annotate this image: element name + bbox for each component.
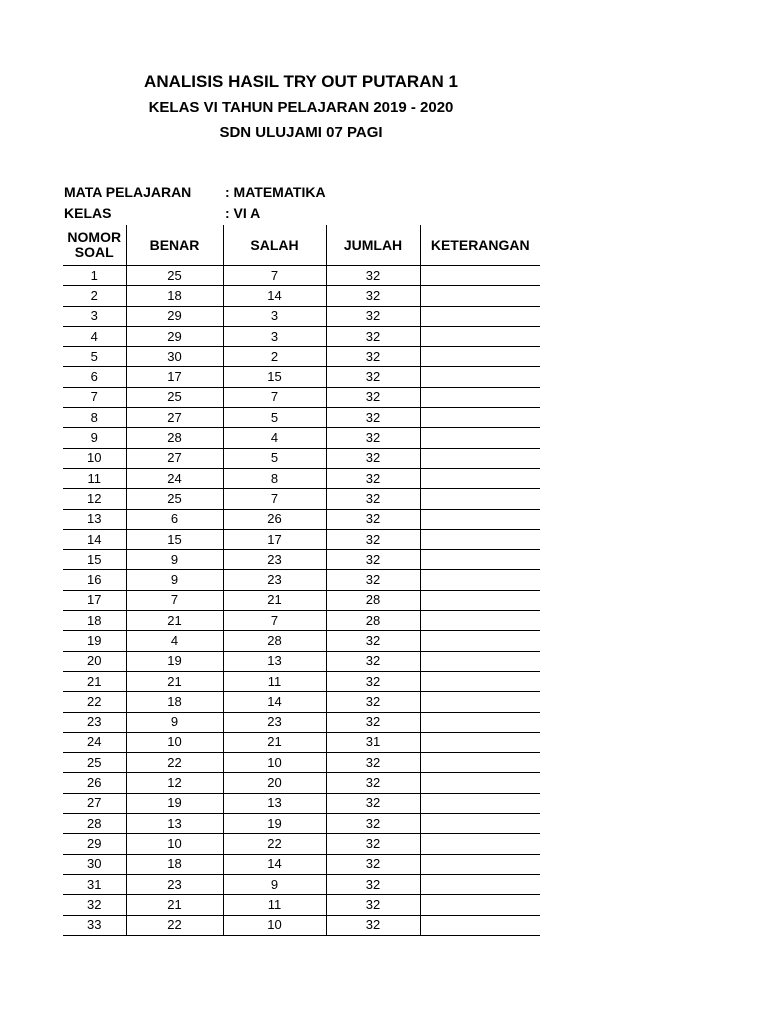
benar-cell: 10: [126, 732, 223, 752]
table-row: [63, 834, 540, 854]
keterangan-cell: [420, 814, 540, 834]
jumlah-cell: 32: [326, 529, 420, 549]
table-row: [63, 631, 540, 651]
benar-cell: 21: [126, 611, 223, 631]
document-subtitle: KELAS VI TAHUN PELAJARAN 2019 - 2020: [148, 99, 454, 116]
nomor-soal-cell: 24: [63, 732, 126, 752]
salah-cell: 7: [223, 611, 326, 631]
salah-cell: 10: [223, 753, 326, 773]
benar-cell: 13: [126, 814, 223, 834]
table-row: [63, 550, 540, 570]
nomor-soal-cell: 14: [63, 529, 126, 549]
benar-cell: 4: [126, 631, 223, 651]
keterangan-cell: [420, 915, 540, 935]
salah-cell: 3: [223, 306, 326, 326]
nomor-soal-cell: 32: [63, 895, 126, 915]
benar-cell: 18: [126, 692, 223, 712]
table-row: [63, 895, 540, 915]
keterangan-cell: [420, 793, 540, 813]
jumlah-cell: 32: [326, 915, 420, 935]
salah-cell: 23: [223, 712, 326, 732]
keterangan-cell: [420, 631, 540, 651]
table-row: [63, 428, 540, 448]
jumlah-cell: 28: [326, 590, 420, 610]
jumlah-cell: 32: [326, 367, 420, 387]
keterangan-cell: [420, 651, 540, 671]
table-row: [63, 915, 540, 935]
salah-cell: 19: [223, 814, 326, 834]
nomor-soal-cell: 31: [63, 874, 126, 894]
table-row: [63, 854, 540, 874]
table-header-row: [63, 225, 540, 266]
jumlah-cell: 32: [326, 631, 420, 651]
nomor-soal-cell: 26: [63, 773, 126, 793]
table-row: [63, 489, 540, 509]
jumlah-cell: 32: [326, 509, 420, 529]
jumlah-cell: 32: [326, 570, 420, 590]
jumlah-cell: 32: [326, 692, 420, 712]
jumlah-cell: 32: [326, 814, 420, 834]
benar-cell: 24: [126, 468, 223, 488]
jumlah-cell: 32: [326, 773, 420, 793]
keterangan-cell: [420, 874, 540, 894]
salah-cell: 20: [223, 773, 326, 793]
salah-cell: 7: [223, 387, 326, 407]
keterangan-cell: [420, 306, 540, 326]
table-row: [63, 590, 540, 610]
salah-cell: 10: [223, 915, 326, 935]
header-salah: SALAH: [223, 225, 326, 266]
jumlah-cell: 32: [326, 712, 420, 732]
nomor-soal-cell: 6: [63, 367, 126, 387]
keterangan-cell: [420, 834, 540, 854]
nomor-soal-cell: 29: [63, 834, 126, 854]
benar-cell: 25: [126, 387, 223, 407]
nomor-soal-cell: 2: [63, 286, 126, 306]
jumlah-cell: 32: [326, 793, 420, 813]
nomor-soal-cell: 30: [63, 854, 126, 874]
benar-cell: 25: [126, 489, 223, 509]
keterangan-cell: [420, 347, 540, 367]
keterangan-cell: [420, 692, 540, 712]
keterangan-cell: [420, 509, 540, 529]
benar-cell: 21: [126, 895, 223, 915]
nomor-soal-cell: 18: [63, 611, 126, 631]
salah-cell: 22: [223, 834, 326, 854]
benar-cell: 9: [126, 570, 223, 590]
benar-cell: 28: [126, 428, 223, 448]
benar-cell: 15: [126, 529, 223, 549]
nomor-soal-cell: 21: [63, 671, 126, 691]
table-row: [63, 326, 540, 346]
benar-cell: 19: [126, 793, 223, 813]
salah-cell: 11: [223, 895, 326, 915]
nomor-soal-cell: 27: [63, 793, 126, 813]
nomor-soal-cell: 9: [63, 428, 126, 448]
jumlah-cell: 32: [326, 326, 420, 346]
table-body: [63, 266, 540, 936]
subject-value: : MATEMATIKA: [225, 184, 326, 200]
nomor-soal-cell: 7: [63, 387, 126, 407]
keterangan-cell: [420, 854, 540, 874]
salah-cell: 8: [223, 468, 326, 488]
keterangan-cell: [420, 529, 540, 549]
jumlah-cell: 32: [326, 468, 420, 488]
jumlah-cell: 31: [326, 732, 420, 752]
benar-cell: 9: [126, 712, 223, 732]
nomor-soal-cell: 4: [63, 326, 126, 346]
keterangan-cell: [420, 611, 540, 631]
jumlah-cell: 32: [326, 489, 420, 509]
salah-cell: 23: [223, 550, 326, 570]
jumlah-cell: 32: [326, 651, 420, 671]
benar-cell: 18: [126, 286, 223, 306]
benar-cell: 25: [126, 266, 223, 286]
nomor-soal-cell: 33: [63, 915, 126, 935]
table-row: [63, 347, 540, 367]
jumlah-cell: 32: [326, 550, 420, 570]
salah-cell: 21: [223, 590, 326, 610]
table-row: [63, 793, 540, 813]
salah-cell: 23: [223, 570, 326, 590]
table-row: [63, 692, 540, 712]
table-row: [63, 306, 540, 326]
jumlah-cell: 32: [326, 408, 420, 428]
table-row: [63, 732, 540, 752]
nomor-soal-cell: 12: [63, 489, 126, 509]
table-row: [63, 509, 540, 529]
jumlah-cell: 32: [326, 448, 420, 468]
table-row: [63, 651, 540, 671]
class-value: : VI A: [225, 205, 261, 221]
keterangan-cell: [420, 489, 540, 509]
table-row: [63, 611, 540, 631]
table-row: [63, 468, 540, 488]
jumlah-cell: 32: [326, 306, 420, 326]
table-row: [63, 529, 540, 549]
keterangan-cell: [420, 408, 540, 428]
table-row: [63, 712, 540, 732]
nomor-soal-cell: 1: [63, 266, 126, 286]
table-row: [63, 448, 540, 468]
benar-cell: 30: [126, 347, 223, 367]
school-name: SDN ULUJAMI 07 PAGI: [219, 124, 383, 141]
keterangan-cell: [420, 448, 540, 468]
keterangan-cell: [420, 468, 540, 488]
class-label: KELAS: [64, 205, 112, 221]
jumlah-cell: 32: [326, 428, 420, 448]
salah-cell: 13: [223, 793, 326, 813]
subject-label: MATA PELAJARAN: [64, 184, 192, 200]
jumlah-cell: 32: [326, 834, 420, 854]
benar-cell: 27: [126, 448, 223, 468]
salah-cell: 5: [223, 408, 326, 428]
salah-cell: 14: [223, 692, 326, 712]
benar-cell: 22: [126, 753, 223, 773]
nomor-soal-cell: 8: [63, 408, 126, 428]
keterangan-cell: [420, 286, 540, 306]
table-row: [63, 408, 540, 428]
keterangan-cell: [420, 326, 540, 346]
benar-cell: 18: [126, 854, 223, 874]
benar-cell: 22: [126, 915, 223, 935]
salah-cell: 17: [223, 529, 326, 549]
keterangan-cell: [420, 732, 540, 752]
nomor-soal-cell: 23: [63, 712, 126, 732]
table-row: [63, 874, 540, 894]
keterangan-cell: [420, 550, 540, 570]
keterangan-cell: [420, 773, 540, 793]
jumlah-cell: 32: [326, 347, 420, 367]
jumlah-cell: 32: [326, 266, 420, 286]
keterangan-cell: [420, 753, 540, 773]
salah-cell: 7: [223, 489, 326, 509]
benar-cell: 23: [126, 874, 223, 894]
table-row: [63, 367, 540, 387]
benar-cell: 6: [126, 509, 223, 529]
keterangan-cell: [420, 590, 540, 610]
results-table: [63, 225, 540, 936]
salah-cell: 26: [223, 509, 326, 529]
nomor-soal-cell: 28: [63, 814, 126, 834]
benar-cell: 29: [126, 326, 223, 346]
benar-cell: 21: [126, 671, 223, 691]
nomor-soal-cell: 13: [63, 509, 126, 529]
header-nomor-soal: [63, 225, 126, 266]
jumlah-cell: 32: [326, 387, 420, 407]
salah-cell: 28: [223, 631, 326, 651]
keterangan-cell: [420, 428, 540, 448]
nomor-soal-cell: 20: [63, 651, 126, 671]
table-row: [63, 570, 540, 590]
table-row: [63, 753, 540, 773]
benar-cell: 29: [126, 306, 223, 326]
table-row: [63, 266, 540, 286]
salah-cell: 14: [223, 286, 326, 306]
table-row: [63, 773, 540, 793]
salah-cell: 21: [223, 732, 326, 752]
header-jumlah: JUMLAH: [326, 225, 420, 266]
jumlah-cell: 32: [326, 286, 420, 306]
nomor-soal-cell: 16: [63, 570, 126, 590]
nomor-soal-cell: 22: [63, 692, 126, 712]
header-nomor-soal-label: NOMOR SOAL: [67, 229, 122, 260]
salah-cell: 7: [223, 266, 326, 286]
nomor-soal-cell: 19: [63, 631, 126, 651]
jumlah-cell: 32: [326, 854, 420, 874]
salah-cell: 15: [223, 367, 326, 387]
benar-cell: 19: [126, 651, 223, 671]
nomor-soal-cell: 3: [63, 306, 126, 326]
table-row: [63, 387, 540, 407]
nomor-soal-cell: 25: [63, 753, 126, 773]
keterangan-cell: [420, 266, 540, 286]
jumlah-cell: 32: [326, 753, 420, 773]
salah-cell: 2: [223, 347, 326, 367]
table-row: [63, 671, 540, 691]
benar-cell: 9: [126, 550, 223, 570]
jumlah-cell: 32: [326, 671, 420, 691]
benar-cell: 27: [126, 408, 223, 428]
salah-cell: 4: [223, 428, 326, 448]
benar-cell: 7: [126, 590, 223, 610]
nomor-soal-cell: 17: [63, 590, 126, 610]
keterangan-cell: [420, 570, 540, 590]
keterangan-cell: [420, 671, 540, 691]
salah-cell: 14: [223, 854, 326, 874]
header-keterangan: KETERANGAN: [420, 225, 540, 266]
salah-cell: 13: [223, 651, 326, 671]
salah-cell: 5: [223, 448, 326, 468]
nomor-soal-cell: 15: [63, 550, 126, 570]
jumlah-cell: 28: [326, 611, 420, 631]
salah-cell: 11: [223, 671, 326, 691]
table-row: [63, 814, 540, 834]
keterangan-cell: [420, 367, 540, 387]
header-benar: BENAR: [126, 225, 223, 266]
keterangan-cell: [420, 712, 540, 732]
document-title: ANALISIS HASIL TRY OUT PUTARAN 1: [144, 72, 458, 91]
table-row: [63, 286, 540, 306]
benar-cell: 10: [126, 834, 223, 854]
keterangan-cell: [420, 895, 540, 915]
keterangan-cell: [420, 387, 540, 407]
salah-cell: 9: [223, 874, 326, 894]
nomor-soal-cell: 5: [63, 347, 126, 367]
jumlah-cell: 32: [326, 895, 420, 915]
benar-cell: 17: [126, 367, 223, 387]
benar-cell: 12: [126, 773, 223, 793]
salah-cell: 3: [223, 326, 326, 346]
jumlah-cell: 32: [326, 874, 420, 894]
nomor-soal-cell: 10: [63, 448, 126, 468]
nomor-soal-cell: 11: [63, 468, 126, 488]
